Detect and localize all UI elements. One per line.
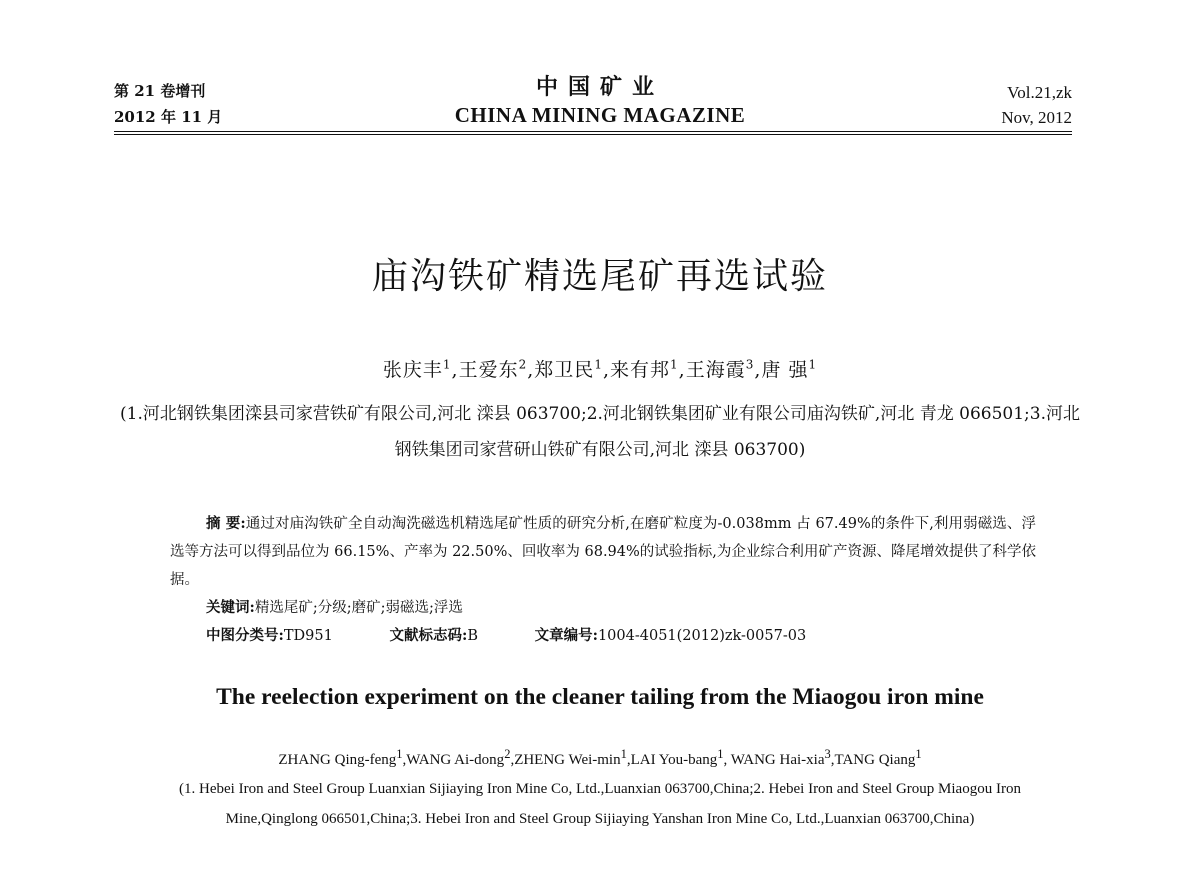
abstract-label: 摘 要: <box>206 515 246 532</box>
author-affiliation-mark: 1 <box>594 357 603 372</box>
author-separator: , <box>402 752 407 768</box>
author-separator: , <box>678 359 686 381</box>
author-affiliation-mark: 2 <box>504 747 511 761</box>
author-affiliation-mark: 1 <box>915 747 922 761</box>
volume-cn: 第 21 卷增刊 <box>114 82 206 100</box>
volume-en: Vol.21,zk <box>1007 83 1072 102</box>
article-number: 文章编号:1004-4051(2012)zk-0057-03 <box>534 627 807 644</box>
author-name: ZHENG Wei-min <box>514 752 621 768</box>
keywords-text: 精选尾矿;分级;磨矿;弱磁选;浮选 <box>254 600 463 616</box>
author-name: 来有邦 <box>610 359 671 381</box>
author-affiliation-mark: 1 <box>620 747 627 761</box>
affiliation-cn: (1.河北钢铁集团滦县司家营铁矿有限公司,河北 滦县 063700;2.河北钢铁集团矿业有限公司庙沟铁矿,河北 青龙 066501;3.河北钢铁集团司家营研山铁矿有限公司,河北 滦县 063700) <box>120 404 1080 460</box>
author-affiliation-mark: 1 <box>396 747 403 761</box>
journal-name-en: CHINA MINING MAGAZINE <box>454 103 746 127</box>
author-list-en <box>0 747 1200 769</box>
author-separator: , <box>602 359 610 381</box>
author-affiliation-mark: 3 <box>745 357 755 372</box>
classification-line <box>206 622 858 650</box>
author-name: WANG Ai-dong <box>406 752 505 768</box>
keywords-label: 关键词: <box>206 599 255 616</box>
author-separator: , <box>626 752 631 768</box>
author-name: 王海霞 <box>685 359 746 381</box>
header-right <box>1001 80 1072 130</box>
author-name: 张庆丰 <box>382 359 443 381</box>
author-separator: , <box>754 359 762 381</box>
author-affiliation-mark: 3 <box>824 747 831 761</box>
paper-title-cn: 庙沟铁矿精选尾矿再选试验 <box>371 256 828 297</box>
author-separator: , <box>830 752 835 768</box>
author-affiliation-mark: 1 <box>442 357 452 372</box>
author-affiliation-mark: 1 <box>808 357 818 372</box>
author-affiliation-mark: 2 <box>518 357 528 372</box>
header-rule-thin <box>114 134 1072 135</box>
date-en: Nov, 2012 <box>1001 108 1072 127</box>
author-separator: , <box>527 359 535 381</box>
author-name: WANG Hai-xia <box>730 752 825 768</box>
abstract-text: 通过对庙沟铁矿全自动淘洗磁选机精选尾矿性质的研究分析,在磨矿粒度为-0.038mm 占 67.49%的条件下,利用弱磁选、浮选等方法可以得到品位为 66.15%、产率为 22.50%、回收率为 68.94%的试验指标,为企业综合利用矿产资源、降尾增效提供了科学依据。 <box>170 516 1036 588</box>
header-rule-thick <box>114 131 1072 132</box>
journal-name-cn: 中国矿业 <box>535 74 664 100</box>
document-code: 文献标志码:B <box>389 627 478 644</box>
author-name: 王爱东 <box>458 359 519 381</box>
keywords-cn <box>206 594 463 622</box>
author-affiliation-mark: 1 <box>717 747 724 761</box>
abstract-cn <box>170 510 1036 594</box>
author-name: ZHANG Qing-feng <box>278 752 397 768</box>
author-separator: , <box>723 752 731 768</box>
affiliation-en: (1. Hebei Iron and Steel Group Luanxian Sijiaying Iron Mine Co, Ltd.,Luanxian 063700,China;2. Hebei Iron and Steel Group Miaogou Iron Mine,Qinglong 066501,China;3. Hebei Iron and Steel Group Sijiaying Yanshan Iron Mine Co, Ltd.,Luanxian 063700,China) <box>179 781 1021 827</box>
author-affiliation-mark: 1 <box>670 357 679 372</box>
author-name: LAI You-bang <box>630 752 718 768</box>
author-separator: , <box>510 752 515 768</box>
author-separator: , <box>451 359 459 381</box>
clc-code: 中图分类号:TD951 <box>206 627 333 644</box>
paper-title-en: The reelection experiment on the cleaner tailing from the Miaogou iron mine <box>216 684 984 710</box>
date-cn: 2012 年 11 月 <box>114 108 223 126</box>
author-name: 郑卫民 <box>534 359 595 381</box>
author-name: TANG Qiang <box>834 752 916 768</box>
author-name: 唐 强 <box>761 359 809 381</box>
author-list-cn <box>0 355 1200 382</box>
